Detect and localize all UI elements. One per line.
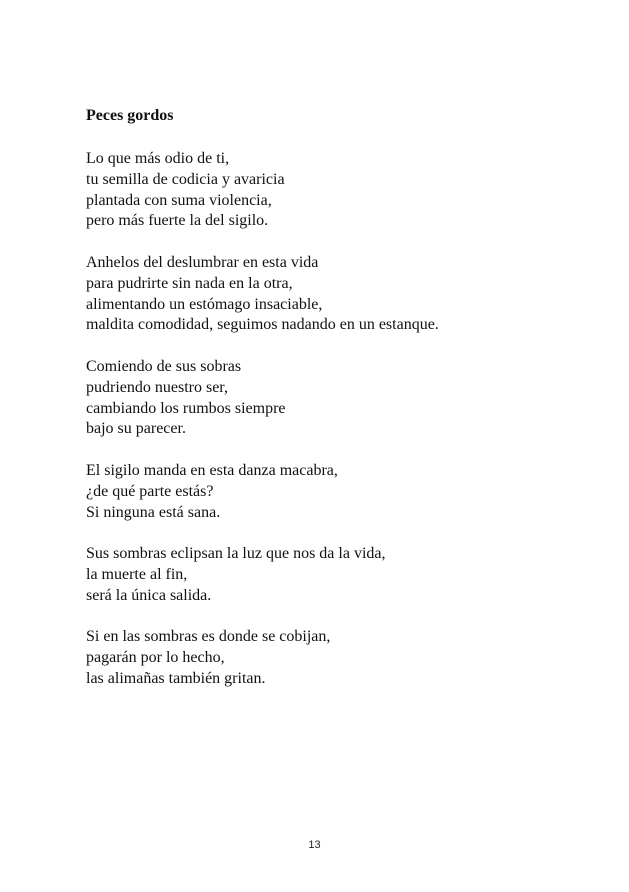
page-number: 13: [308, 839, 321, 851]
poem-line: pagarán por lo hecho,: [86, 649, 225, 667]
poem-line: pudriendo nuestro ser,: [86, 378, 228, 396]
poem-line: Comiendo de sus sobras: [86, 357, 242, 375]
poem-line: para pudrirte sin nada en la otra,: [86, 274, 293, 292]
poem-line: será la única salida.: [86, 586, 212, 604]
poem-line: tu semilla de codicia y avaricia: [86, 170, 285, 188]
poem-line: El sigilo manda en esta danza macabra,: [86, 461, 338, 479]
poem-line: alimentando un estómago insaciable,: [86, 295, 323, 313]
poem-line: la muerte al fin,: [86, 565, 188, 583]
poem-body: [86, 149, 606, 711]
stanza: [86, 461, 606, 523]
poem-line: plantada con suma violencia,: [86, 191, 272, 209]
poem-line: Si ninguna está sana.: [86, 503, 221, 521]
poem-line: maldita comodidad, seguimos nadando en un estanque.: [86, 316, 439, 334]
poem-line: Si en las sombras es donde se cobijan,: [86, 628, 331, 646]
stanza: [86, 627, 606, 689]
poem-line: bajo su parecer.: [86, 420, 186, 438]
poem-title: Peces gordos: [86, 107, 174, 124]
poem-line: Anhelos del deslumbrar en esta vida: [86, 253, 319, 271]
poem-line: Lo que más odio de ti,: [86, 150, 230, 167]
stanza: [86, 253, 606, 336]
stanza: [86, 149, 606, 232]
poem-line: ¿de qué parte estás?: [86, 482, 214, 500]
stanza: [86, 357, 606, 440]
poem-line: cambiando los rumbos siempre: [86, 399, 286, 417]
stanza: [86, 544, 606, 606]
poem-line: las alimañas también gritan.: [86, 669, 266, 687]
poem-line: Sus sombras eclipsan la luz que nos da la vida,: [86, 545, 386, 563]
poem-line: pero más fuerte la del sigilo.: [86, 212, 269, 230]
